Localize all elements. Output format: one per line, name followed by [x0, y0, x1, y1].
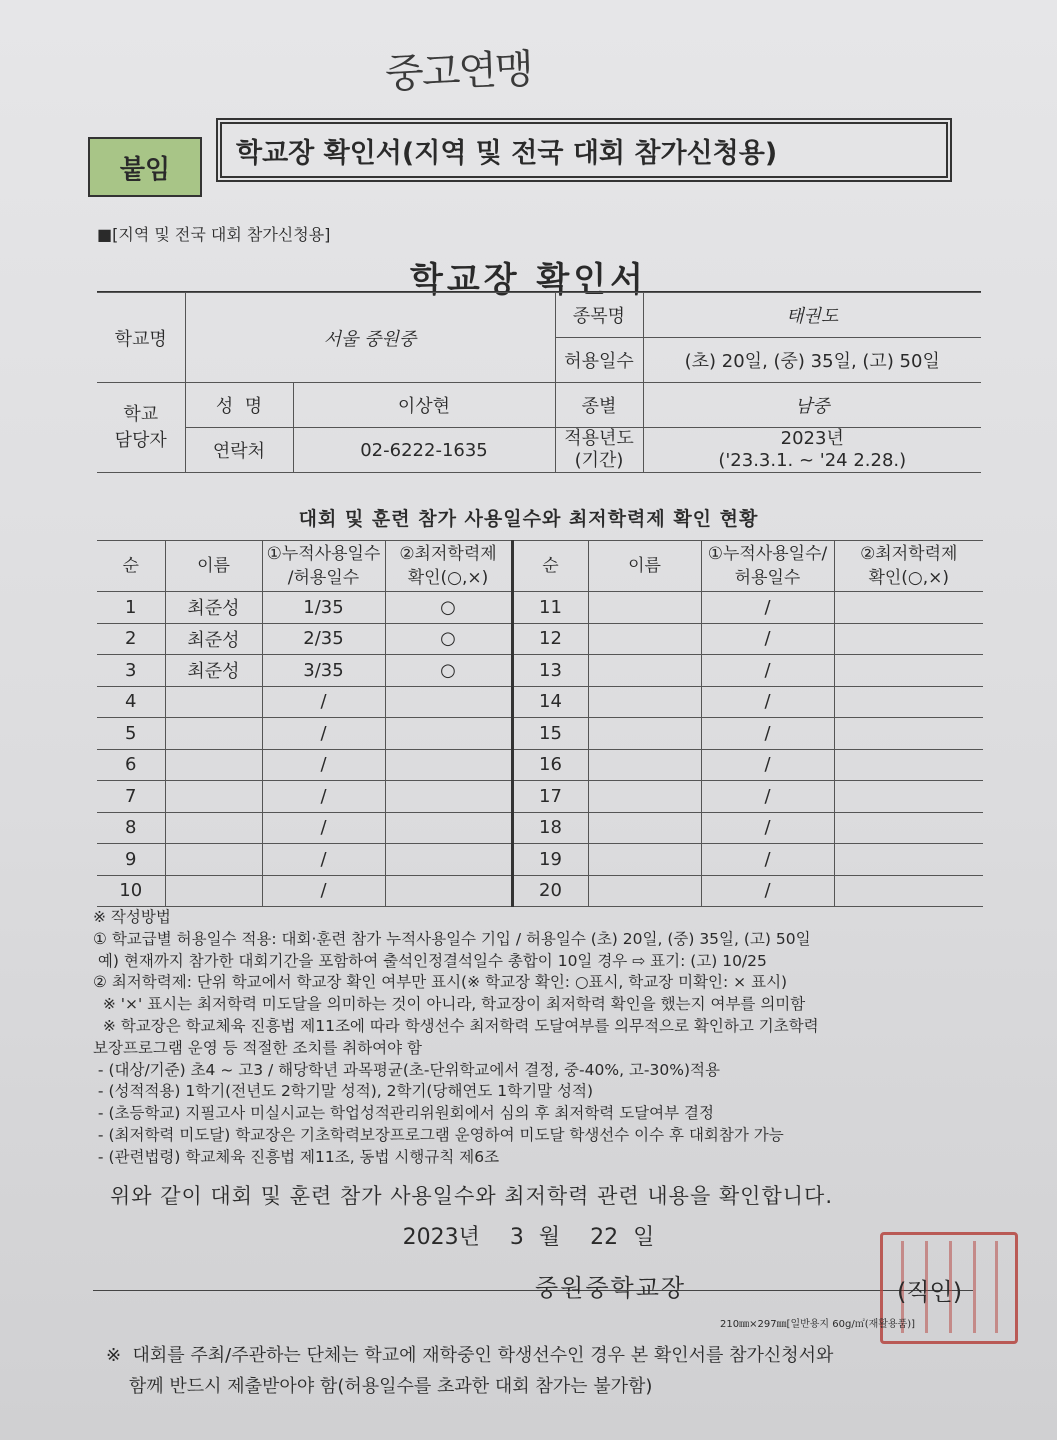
header-no-right: 순 — [512, 541, 588, 592]
row-name — [588, 812, 701, 844]
days-label: 허용일수 — [555, 338, 643, 383]
row-no: 4 — [97, 686, 165, 718]
row-no: 10 — [97, 875, 165, 907]
table-header — [97, 541, 983, 592]
row-name — [165, 875, 262, 907]
table-row — [97, 875, 983, 907]
row-days: / — [701, 623, 834, 655]
row-no: 18 — [512, 812, 588, 844]
row-no: 15 — [512, 718, 588, 750]
header-min-grade-line2: 확인(○,×) — [407, 568, 489, 588]
confirmation-text: 위와 같이 대회 및 훈련 참가 사용일수와 최저학력 관련 내용을 확인합니다. — [110, 1184, 834, 1208]
row-name — [165, 686, 262, 718]
header-cumulative-right-line2: 허용일수 — [734, 568, 801, 588]
row-check — [834, 875, 983, 907]
row-check — [834, 655, 983, 687]
instruction-line: ① 학교급별 허용일수 적용: 대회·훈련 참가 누적사용일수 기입 / 허용일수 (초) 20일, (중) 35일, (고) 50일 — [93, 929, 811, 948]
year-label — [555, 428, 643, 473]
row-no: 1 — [97, 592, 165, 624]
manager-label — [97, 383, 185, 473]
instruction-line: ※ '×' 표시는 최저학력 미도달을 의미하는 것이 아니라, 학교장이 최저학력 확인을 했는지 여부를 의미함 — [93, 995, 806, 1014]
table-row — [97, 686, 983, 718]
header-name: 이름 — [165, 541, 262, 592]
sport-label: 종목명 — [555, 293, 643, 338]
table-row — [97, 749, 983, 781]
instruction-line: ※ 작성방법 — [93, 908, 171, 926]
header-name-right: 이름 — [588, 541, 701, 592]
handwritten-note: 중고연맹 — [384, 46, 533, 98]
header-min-grade-right — [834, 541, 983, 592]
row-check — [385, 686, 512, 718]
row-check — [385, 749, 512, 781]
section-title: 대회 및 훈련 참가 사용일수와 최저학력제 확인 현황 — [298, 508, 759, 530]
contact-label: 연락처 — [185, 428, 293, 473]
row-check — [834, 592, 983, 624]
header-cumulative-right-line1: ①누적사용일수/ — [707, 544, 828, 564]
banner-title: 학교장 확인서(지역 및 전국 대회 참가신청용) — [220, 122, 948, 178]
issue-date: 2023년 3 월 22 일 — [402, 1225, 655, 1250]
row-check — [385, 718, 512, 750]
row-no: 17 — [512, 781, 588, 813]
instruction-line: ※ 학교장은 학교체육 진흥법 제11조에 따라 학생선수 최저학력 도달여부를 의무적으로 확인하고 기초학력 — [93, 1016, 819, 1035]
instruction-line: - (성적적용) 1학기(전년도 2학기말 성적), 2학기(당해연도 1학기말 성적) — [93, 1082, 593, 1101]
instruction-line: - (최저학력 미도달) 학교장은 기초학력보장프로그램 운영하여 미도달 학생선수 이수 후 대회참가 가능 — [93, 1125, 784, 1144]
row-name — [165, 718, 262, 750]
header-cumulative-line1: ①누적사용일수 — [266, 544, 381, 564]
row-days: / — [701, 686, 834, 718]
header-min-grade — [385, 541, 512, 592]
instruction-line: 보장프로그램 운영 등 적절한 조치를 취하여야 함 — [93, 1038, 423, 1057]
header-no: 순 — [97, 541, 165, 592]
row-days: / — [262, 812, 385, 844]
row-check — [834, 749, 983, 781]
row-check — [834, 812, 983, 844]
table-row — [97, 781, 983, 813]
category-value: 남중 — [643, 383, 981, 428]
instruction-line: ② 최저학력제: 단위 학교에서 학교장 확인 여부만 표시(※ 학교장 확인: ○표시, 학교장 미확인: × 표시) — [93, 973, 788, 992]
row-check — [385, 812, 512, 844]
row-days: / — [701, 592, 834, 624]
row-days: / — [262, 718, 385, 750]
row-check — [834, 686, 983, 718]
footer-line-2: 함께 반드시 제출받아야 함(허용일수를 초과한 대회 참가는 불가함) — [106, 1376, 653, 1397]
row-no: 9 — [97, 844, 165, 876]
principal-name: 중원중학교장 — [535, 1274, 687, 1302]
row-no: 8 — [97, 812, 165, 844]
footer-line-1: ※ 대회를 주최/주관하는 단체는 학교에 재학중인 학생선수인 경우 본 확인서를 참가신청서와 — [106, 1345, 834, 1366]
school-value: 서울 중원중 — [185, 293, 555, 383]
table-row — [97, 655, 983, 687]
row-no: 14 — [512, 686, 588, 718]
instruction-line: - (관련법령) 학교체육 진흥법 제11조, 동법 시행규칙 제6조 — [93, 1147, 500, 1166]
row-no: 3 — [97, 655, 165, 687]
row-check — [834, 623, 983, 655]
row-check: ○ — [385, 623, 512, 655]
row-no: 20 — [512, 875, 588, 907]
row-days: / — [262, 749, 385, 781]
category-label: 종별 — [555, 383, 643, 428]
row-days: / — [262, 781, 385, 813]
header-min-grade-right-line2: 확인(○,×) — [868, 568, 950, 588]
row-name: 최준성 — [165, 623, 262, 655]
row-name — [165, 812, 262, 844]
footer-note — [106, 1340, 833, 1402]
row-name — [588, 686, 701, 718]
instruction-line: - (대상/기준) 초4 ~ 고3 / 해당학년 과목평균(초-단위학교에서 결정, 중-40%, 고-30%)적용 — [93, 1060, 720, 1079]
row-no: 19 — [512, 844, 588, 876]
instructions — [93, 907, 993, 1169]
info-table — [97, 292, 981, 473]
row-name — [588, 749, 701, 781]
row-check — [834, 718, 983, 750]
row-days: / — [262, 686, 385, 718]
manager-label-line2: 담당자 — [114, 429, 167, 451]
document-title: 학교장 확인서 — [410, 260, 647, 300]
row-name — [588, 875, 701, 907]
usage-table — [97, 540, 983, 907]
row-days: 3/35 — [262, 655, 385, 687]
row-name — [588, 592, 701, 624]
row-days: / — [701, 781, 834, 813]
row-name: 최준성 — [165, 592, 262, 624]
year-value-line2: ('23.3.1. ~ '24 2.28.) — [718, 450, 907, 471]
row-days: / — [262, 875, 385, 907]
header-min-grade-line1: ②최저학력제 — [399, 544, 497, 564]
row-name — [588, 655, 701, 687]
subtag: ■[지역 및 전국 대회 참가신청용] — [97, 225, 331, 244]
row-name — [588, 718, 701, 750]
row-days: / — [701, 844, 834, 876]
table-row — [97, 718, 983, 750]
row-check — [385, 781, 512, 813]
row-name — [165, 781, 262, 813]
row-no: 2 — [97, 623, 165, 655]
sport-value: 태권도 — [643, 293, 981, 338]
days-value: (초) 20일, (중) 35일, (고) 50일 — [643, 338, 981, 383]
row-days: / — [701, 812, 834, 844]
attachment-badge: 붙임 — [88, 137, 202, 197]
contact-value: 02-6222-1635 — [293, 428, 555, 473]
row-no: 11 — [512, 592, 588, 624]
seal-label: (직인) — [897, 1278, 963, 1306]
year-label-line1: 적용년도 — [564, 428, 634, 449]
row-check: ○ — [385, 655, 512, 687]
row-days: / — [701, 749, 834, 781]
header-cumulative-line2: /허용일수 — [287, 568, 360, 588]
row-days: / — [701, 718, 834, 750]
school-label: 학교명 — [97, 293, 185, 383]
row-no: 6 — [97, 749, 165, 781]
row-check — [834, 844, 983, 876]
header-cumulative-right — [701, 541, 834, 592]
row-days: 1/35 — [262, 592, 385, 624]
row-no: 16 — [512, 749, 588, 781]
instruction-line: - (초등학교) 지필고사 미실시교는 학업성적관리위원회에서 심의 후 최저학력 도달여부 결정 — [93, 1104, 714, 1123]
year-label-line2: (기간) — [574, 450, 624, 471]
row-name — [588, 844, 701, 876]
table-row — [97, 812, 983, 844]
paper-spec: 210㎜×297㎜[일반용지 60g/㎡(재활용품)] — [720, 1319, 916, 1330]
row-days: 2/35 — [262, 623, 385, 655]
table-row — [97, 623, 983, 655]
row-days: / — [701, 875, 834, 907]
header-min-grade-right-line1: ②최저학력제 — [860, 544, 958, 564]
row-days: / — [701, 655, 834, 687]
row-check — [834, 781, 983, 813]
row-name — [165, 844, 262, 876]
table-row — [97, 592, 983, 624]
year-value — [643, 428, 981, 473]
row-days: / — [262, 844, 385, 876]
row-no: 12 — [512, 623, 588, 655]
row-no: 7 — [97, 781, 165, 813]
row-check: ○ — [385, 592, 512, 624]
table-row — [97, 844, 983, 876]
instruction-line: 예) 현재까지 참가한 대회기간을 포함하여 출석인정결석일수 총합이 10일 경우 ⇨ 표기: (고) 10/25 — [93, 951, 767, 970]
name-value: 이상현 — [293, 383, 555, 428]
row-no: 13 — [512, 655, 588, 687]
name-label: 성 명 — [185, 383, 293, 428]
year-value-line1: 2023년 — [780, 428, 844, 449]
row-check — [385, 844, 512, 876]
row-check — [385, 875, 512, 907]
row-name: 최준성 — [165, 655, 262, 687]
header-cumulative — [262, 541, 385, 592]
row-name — [588, 781, 701, 813]
signature-line — [93, 1290, 973, 1291]
manager-label-line1: 학교 — [123, 403, 159, 425]
row-name — [588, 623, 701, 655]
row-no: 5 — [97, 718, 165, 750]
row-name — [165, 749, 262, 781]
